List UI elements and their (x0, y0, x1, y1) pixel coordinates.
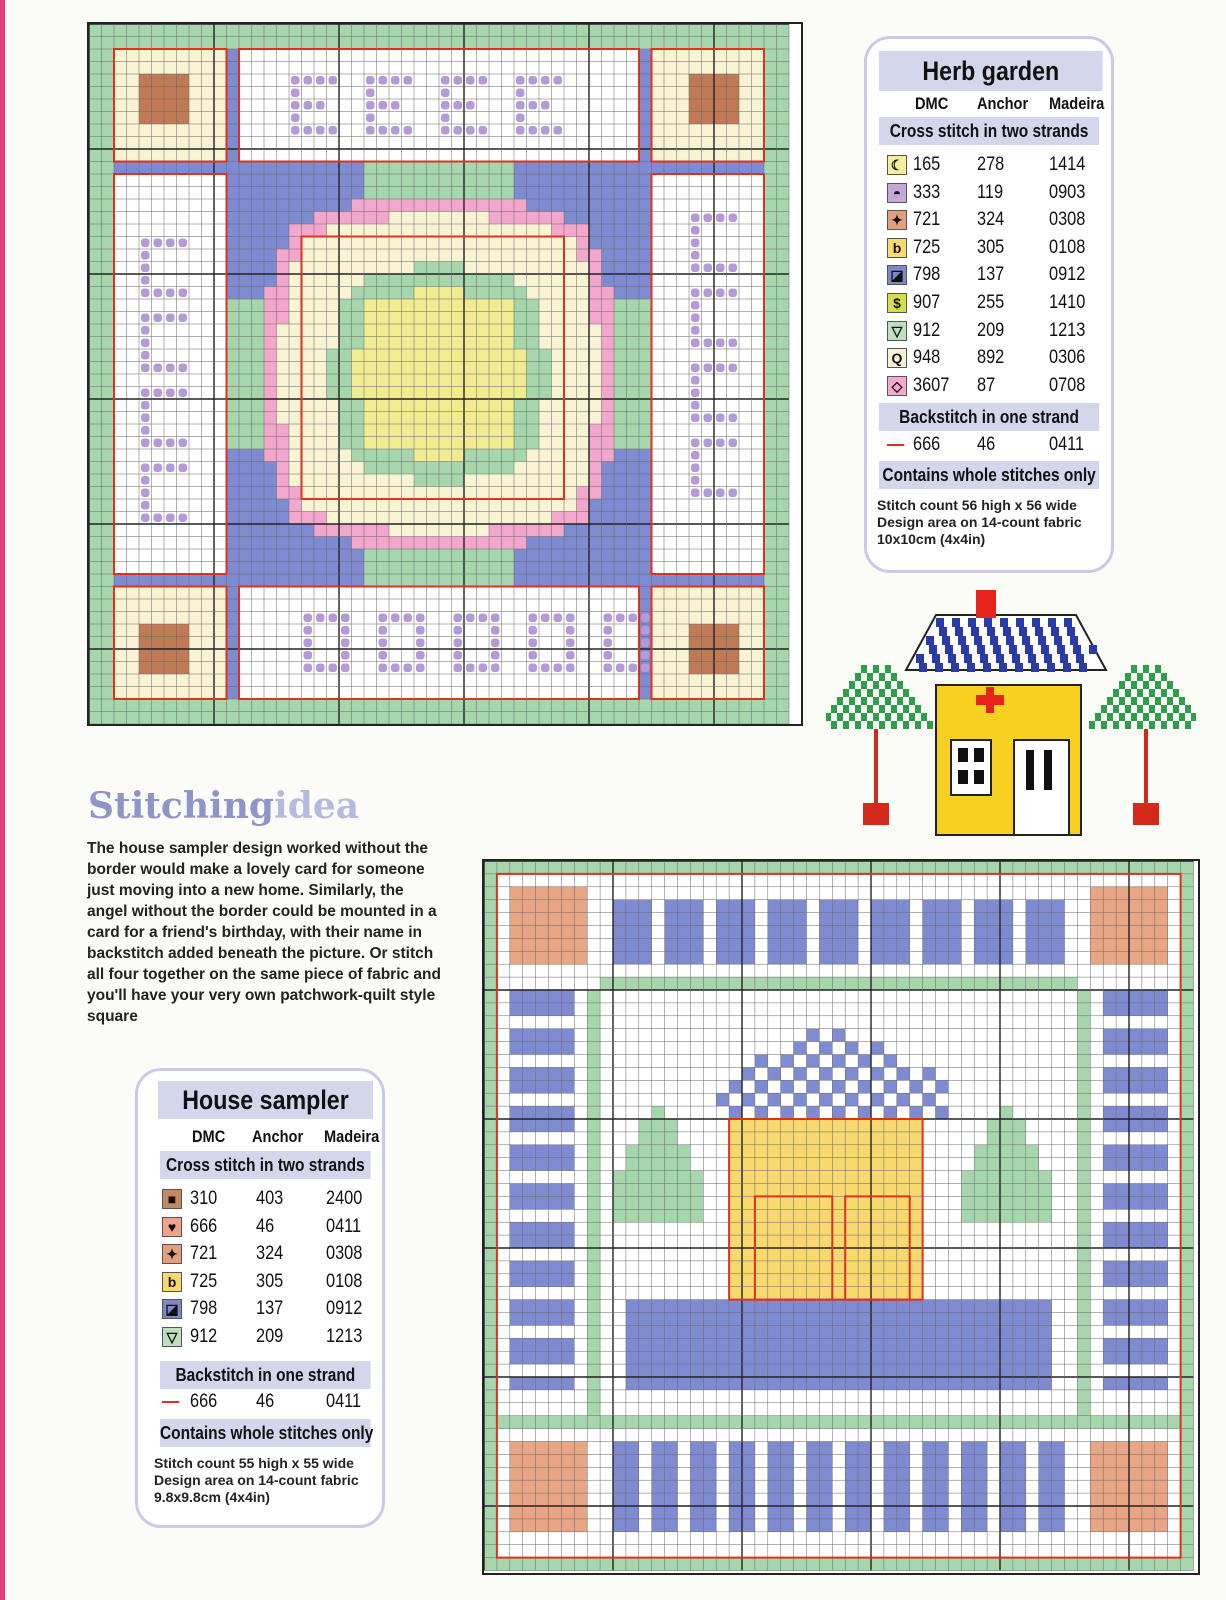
stitch-symbol-icon: ◇ (887, 376, 907, 396)
herb-chart-grid (89, 24, 801, 724)
key-dmc: 333 (913, 181, 941, 203)
key-anchor: 324 (256, 1243, 284, 1264)
key-anchor: 403 (256, 1188, 284, 1209)
key-madeira: 0108 (1049, 236, 1086, 258)
key-madeira: 0912 (1049, 264, 1086, 286)
key-anchor: 119 (977, 181, 1004, 203)
stitch-symbol-icon: ♥ (162, 1217, 182, 1237)
stitch-symbol-icon: $ (887, 293, 907, 313)
stitch-symbol-icon: ◪ (162, 1299, 182, 1319)
tree-icon (1089, 665, 1196, 825)
key-dmc: 798 (913, 264, 941, 286)
key-madeira: 0308 (1049, 209, 1086, 231)
key-anchor: 137 (977, 264, 1005, 286)
key-madeira: 1213 (326, 1325, 363, 1347)
house-whole-note: Contains whole stitches only (160, 1419, 371, 1447)
key-anchor: 87 (977, 374, 996, 396)
key-madeira: 2400 (326, 1188, 363, 1209)
key-dmc: 907 (913, 292, 941, 313)
key-dmc: 725 (190, 1270, 218, 1292)
stitch-symbol-icon: ■ (162, 1189, 182, 1209)
chimney (976, 590, 996, 618)
backstitch-line (887, 444, 904, 446)
key-anchor: 137 (256, 1298, 284, 1319)
house-chart-grid (484, 861, 1198, 1573)
stitch-symbol-icon: b (887, 238, 907, 258)
key-madeira: 1414 (1049, 154, 1086, 175)
stitch-symbol-icon: ☾ (887, 155, 907, 175)
col-dmc: DMC (915, 94, 949, 113)
key-anchor: 305 (256, 1270, 284, 1292)
herb-garden-key: Herb garden DMC Anchor Madeira Cross stitch in two strands ☾ 165 278 1414 ◓ 333 119 0903 ✦ 721 324 0308 b 725 305 0108 ◪ 798 137 0912 $ 907 255 1410 ▽ 912 209 1213 Q 948 892 0306 ◇ 3607 87 0708 Backstitch in one strand 666 46 0411 Contains whole stitches only Stitch count 56 high x 56 wide Design area on 14-count fabric 10x10cm (4x4in) (864, 36, 1114, 573)
stitch-symbol-icon: ▽ (887, 321, 907, 341)
herb-stitch-info: Stitch count 56 high x 56 wide Design area on 14-count fabric 10x10cm (4x4in) (877, 497, 1082, 547)
stitch-symbol-icon: ◓ (887, 183, 907, 203)
window (951, 740, 991, 795)
stitch-symbol-icon: ▽ (162, 1327, 182, 1347)
herb-key-title: Herb garden (879, 51, 1103, 91)
herb-back-heading: Backstitch in one strand (879, 403, 1099, 431)
key-dmc: 912 (913, 319, 941, 341)
herb-cross-heading: Cross stitch in two strands (879, 117, 1099, 145)
stitch-symbol-icon: ◪ (887, 265, 907, 285)
herb-garden-chart (87, 22, 803, 726)
key-anchor: 209 (977, 319, 1005, 341)
stitch-symbol-icon: b (162, 1272, 182, 1292)
stitch-symbol-icon: ✦ (162, 1244, 182, 1264)
col-anchor: Anchor (977, 94, 1029, 113)
key-madeira: 1410 (1049, 292, 1086, 313)
house-stitch-info: Stitch count 55 high x 55 wide Design area on 14-count fabric 9.8x9.8cm (4x4in) (154, 1455, 359, 1505)
herb-whole-note: Contains whole stitches only (879, 461, 1099, 489)
house-illustration (826, 590, 1196, 850)
key-dmc: 3607 (913, 374, 950, 396)
house-cross-heading: Cross stitch in two strands (160, 1151, 371, 1179)
stitch-symbol-icon: ✦ (887, 210, 907, 230)
key-dmc: 725 (913, 236, 941, 258)
stitching-idea-text: The house sampler design worked without the border would make a lovely card for someone just moving into a new home. Similarly, the angel without the border could be mounted in a card for a friend's birthday, with their name in backstitch added beneath the picture. Or stitch all four together on the same piece of fabric and you'll have your very own patchwork-quilt style square (87, 840, 441, 1025)
key-anchor: 324 (977, 209, 1005, 231)
house-key-title: House sampler (158, 1081, 373, 1119)
house-illustration-svg (826, 590, 1196, 850)
roof-checker (906, 615, 1106, 672)
key-madeira: 0108 (326, 1270, 363, 1292)
key-madeira: 0306 (1049, 347, 1086, 369)
key-dmc: 948 (913, 347, 941, 369)
key-anchor: 209 (256, 1325, 284, 1347)
key-madeira: 1213 (1049, 319, 1086, 341)
key-anchor: 255 (977, 292, 1005, 313)
key-madeira: 0903 (1049, 181, 1086, 203)
door (1014, 740, 1069, 835)
house-sampler-key: House sampler DMC Anchor Madeira Cross stitch in two strands ■ 310 403 2400 ♥ 666 46 0411 ✦ 721 324 0308 b 725 305 0108 ◪ 798 137 0912 ▽ 912 209 1213 Backstitch in one strand 666 46 0411 Contains whole stitches only Stitch count 55 high x 55 wide Design area on 14-count fabric 9.8x9.8cm (4x4in) (135, 1068, 385, 1528)
key-madeira: 0912 (326, 1298, 363, 1319)
backstitch-line (162, 1401, 179, 1403)
key-madeira: 0308 (326, 1243, 363, 1264)
key-dmc: 721 (190, 1243, 218, 1264)
key-dmc: 798 (190, 1298, 218, 1319)
house-sampler-chart (482, 859, 1200, 1575)
stitching-idea-title: Stitchingidea (88, 785, 360, 827)
tree-icon (826, 665, 933, 825)
stitch-cells (484, 861, 1194, 1571)
key-anchor: 892 (977, 347, 1005, 369)
key-anchor: 305 (977, 236, 1005, 258)
key-dmc: 721 (913, 209, 941, 231)
key-madeira: 0411 (326, 1215, 362, 1237)
key-anchor: 46 (256, 1215, 275, 1237)
col-madeira: Madeira (1049, 94, 1105, 113)
stitch-symbol-icon: Q (887, 348, 907, 368)
key-madeira: 0708 (1049, 374, 1086, 396)
house-back-heading: Backstitch in one strand (160, 1361, 371, 1389)
key-dmc: 666 (190, 1215, 218, 1237)
key-dmc: 165 (913, 154, 941, 175)
key-dmc: 912 (190, 1325, 218, 1347)
key-anchor: 278 (977, 154, 1005, 175)
page-edge-stripe (0, 0, 5, 1600)
key-dmc: 310 (190, 1188, 218, 1209)
